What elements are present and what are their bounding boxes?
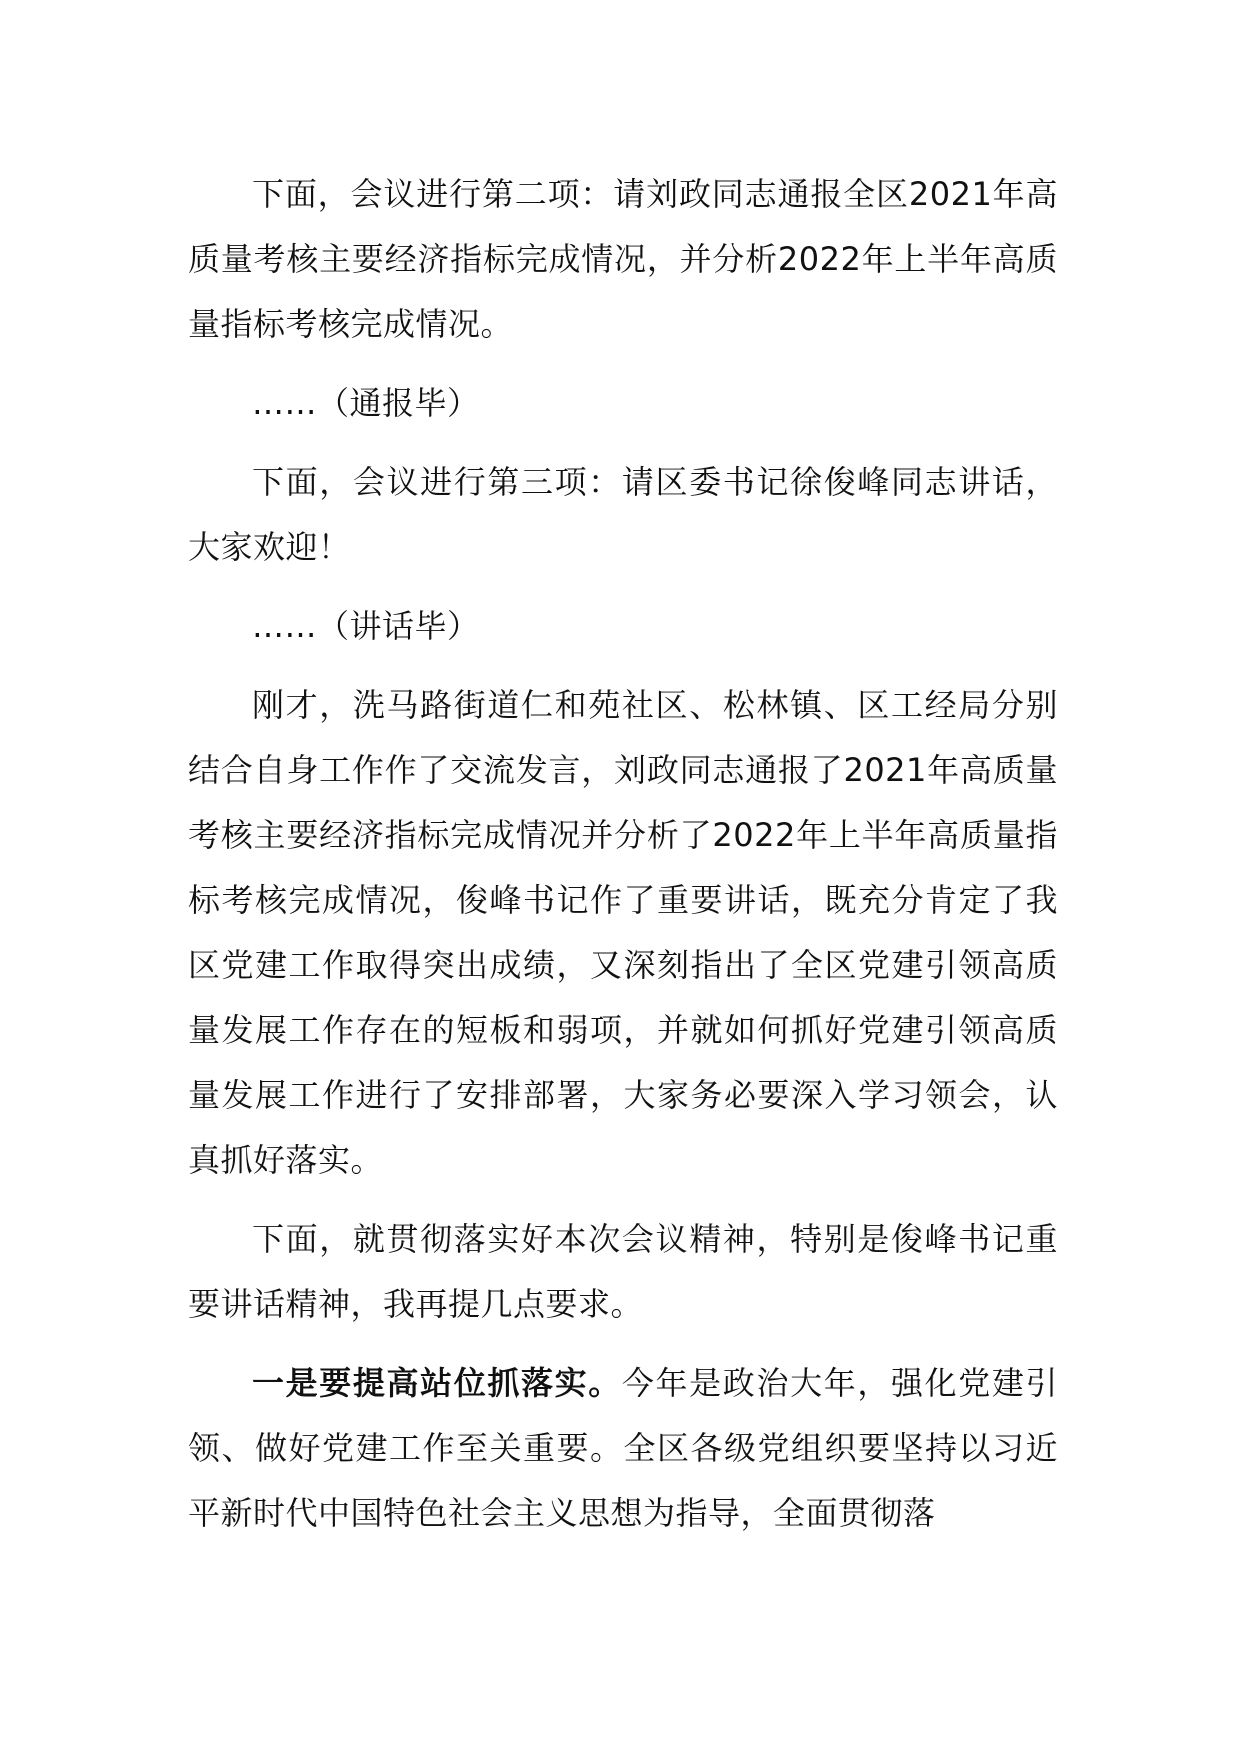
paragraph-requirement-1 — [188, 1351, 1058, 1546]
requirement-1-heading: 一是要提高站位抓落实。 — [252, 1364, 622, 1402]
paragraph-speech-finished: ……（讲话毕） — [252, 607, 480, 645]
paragraph-requirements-intro: 下面，就贯彻落实好本次会议精神，特别是俊峰书记重要讲话精神，我再提几点要求。 — [188, 1220, 1058, 1323]
requirement-1-text: 今年是政治大年，强化党建引领、做好党建工作至关重要。全区各级党组织要坚持以习近平新时代中国特色社会主义思想为指导，全面贯彻落 — [188, 1364, 1058, 1532]
paragraph-report-finished: ……（通报毕） — [252, 384, 480, 422]
document-body — [188, 162, 1058, 1560]
paragraph-agenda-item-2: 下面，会议进行第二项：请刘政同志通报全区2021年高质量考核主要经济指标完成情况，并分析2022年上半年高质量指标考核完成情况。 — [188, 175, 1058, 343]
paragraph-summary: 刚才，洗马路街道仁和苑社区、松林镇、区工经局分别结合自身工作作了交流发言，刘政同志通报了2021年高质量考核主要经济指标完成情况并分析了2022年上半年高质量指标考核完成情况，俊峰书记作了重要讲话，既充分肯定了我区党建工作取得突出成绩，又深刻指出了全区党建引领高质量发展工作存在的短板和弱项，并就如何抓好党建引领高质量发展工作进行了安排部署，大家务必要深入学习领会，认真抓好落实。 — [188, 686, 1058, 1179]
paragraph-agenda-item-3: 下面，会议进行第三项：请区委书记徐俊峰同志讲话，大家欢迎！ — [188, 463, 1058, 566]
